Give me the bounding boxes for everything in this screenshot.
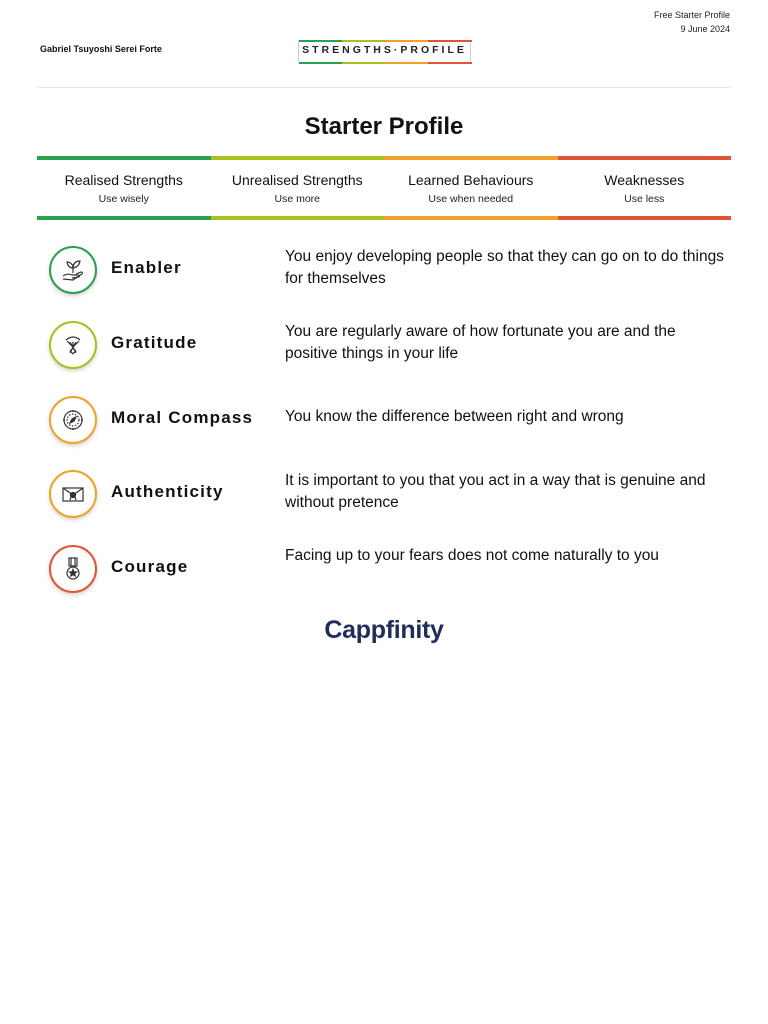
logo-text: STRENGTHS·PROFILE [302, 44, 467, 56]
bouquet-icon [49, 321, 97, 369]
strength-row-enabler [37, 246, 731, 306]
strength-description: It is important to you that you act in a way that is genuine and without pretence [285, 472, 706, 511]
person-name: Gabriel Tsuyoshi Serei Forte [40, 44, 162, 54]
profile-type: Free Starter Profile [653, 10, 730, 20]
category-legend [37, 156, 731, 220]
page-header [38, 30, 730, 88]
strength-name: Gratitude [111, 333, 198, 352]
envelope-seal-icon [49, 470, 97, 518]
strength-description: You know the difference between right and wrong [285, 408, 624, 425]
category-weaknesses [558, 156, 732, 220]
strength-description: Facing up to your fears does not come naturally to you [285, 547, 659, 564]
strength-row-courage [37, 545, 731, 605]
medal-icon [49, 545, 97, 593]
compass-icon [49, 396, 97, 444]
strengths-profile-logo [298, 40, 471, 63]
category-sub: Use wisely [98, 193, 149, 205]
strength-description: You are regularly aware of how fortunate you are and the positive things in your life [285, 323, 676, 362]
page-title: Starter Profile [304, 113, 464, 140]
cappfinity-logo: Cappfinity [324, 616, 444, 644]
strength-name: Enabler [111, 258, 182, 277]
category-name: Realised Strengths [64, 172, 183, 188]
hand-plant-icon [49, 246, 97, 294]
category-unrealised [211, 156, 385, 220]
profile-meta [654, 8, 730, 36]
strength-row-authenticity [37, 470, 731, 530]
category-sub: Use more [274, 193, 320, 205]
strength-name: Courage [111, 557, 189, 576]
strength-description: You enjoy developing people so that they can go on to do things for themselves [285, 248, 724, 287]
category-name: Learned Behaviours [408, 172, 534, 188]
profile-date: 9 June 2024 [680, 24, 730, 34]
strength-row-gratitude [37, 321, 731, 381]
category-sub: Use when needed [428, 193, 514, 205]
strength-row-moral-compass [37, 396, 731, 456]
strength-name: Authenticity [111, 482, 224, 501]
category-name: Weaknesses [604, 172, 685, 188]
category-sub: Use less [624, 193, 665, 205]
strength-name: Moral Compass [111, 408, 254, 427]
category-name: Unrealised Strengths [231, 172, 363, 188]
category-realised [37, 156, 211, 220]
category-learned [384, 156, 558, 220]
